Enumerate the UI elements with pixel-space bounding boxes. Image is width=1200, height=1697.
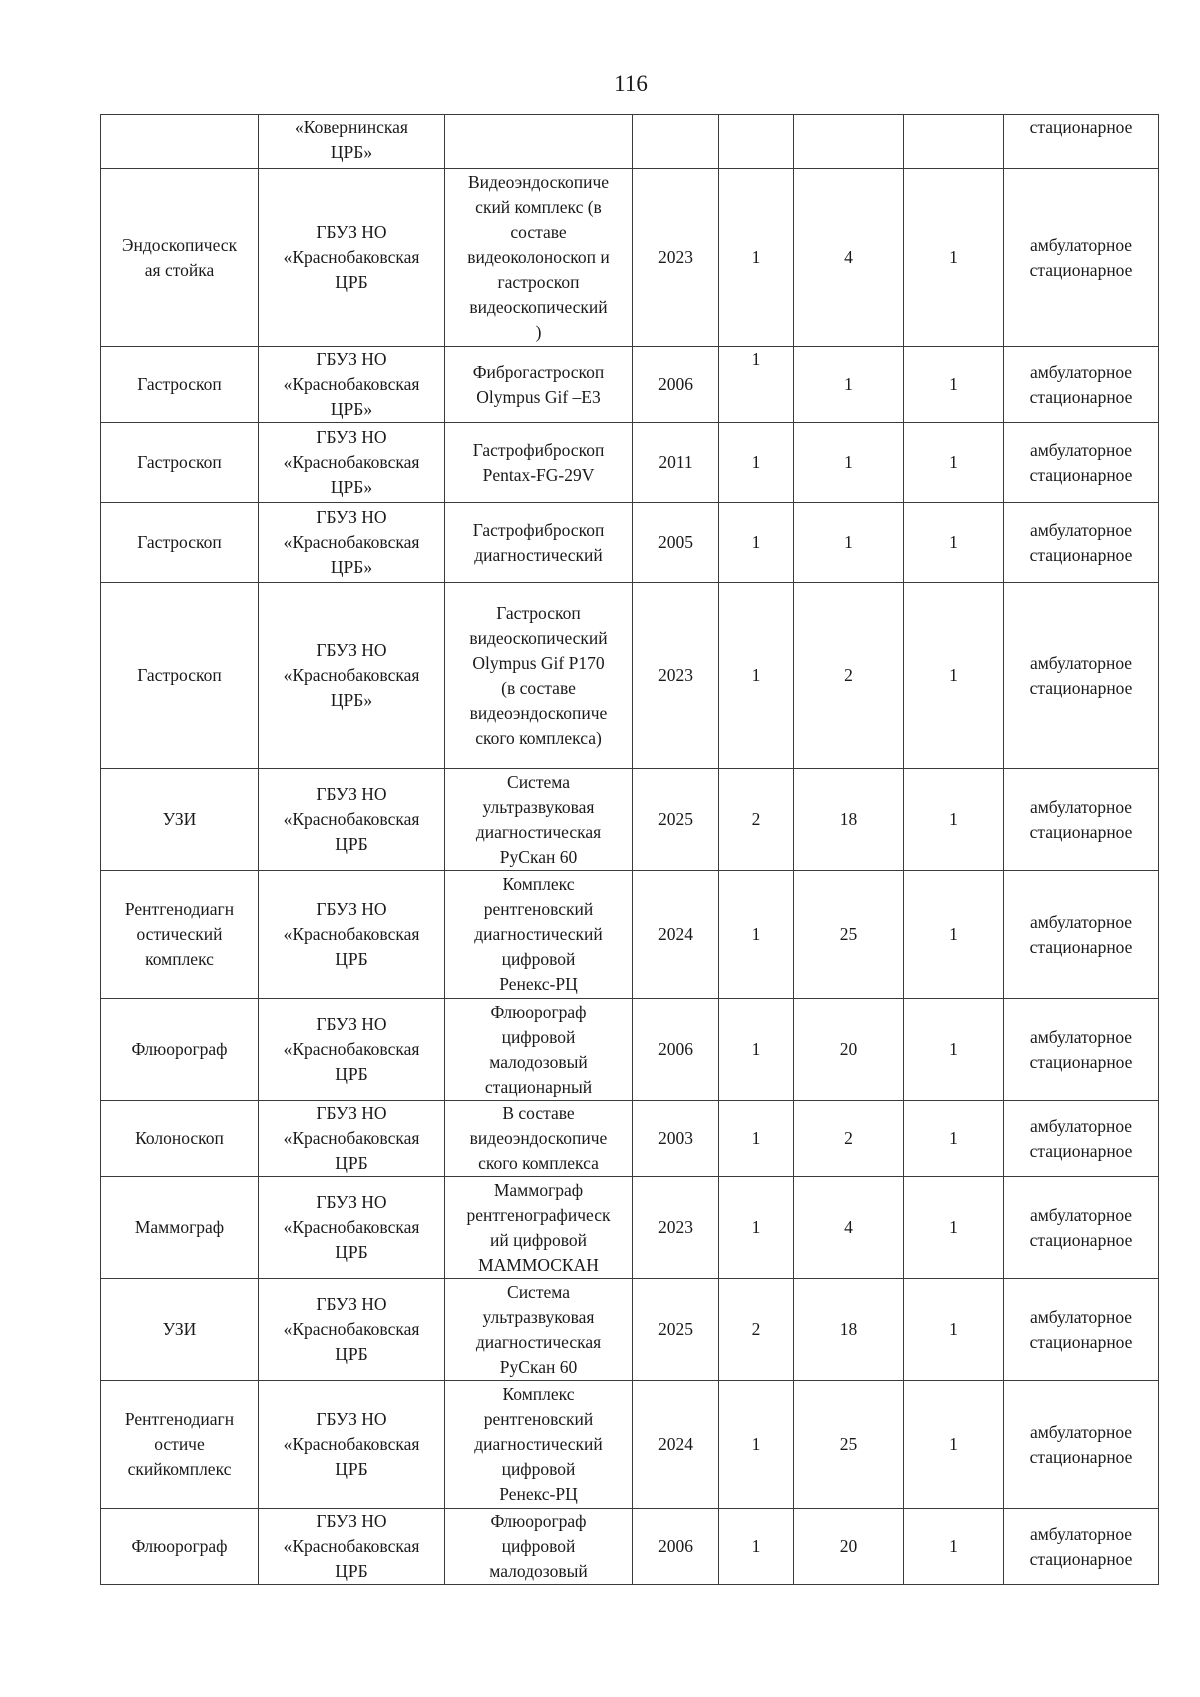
organization-cell — [259, 1279, 445, 1381]
count-column-1-cell — [719, 169, 794, 347]
year-cell — [633, 1101, 719, 1177]
equipment-name-cell — [101, 423, 259, 503]
count-column-1-cell-text: 1 — [751, 1536, 761, 1556]
count-column-1-cell-text: 2 — [751, 1319, 761, 1339]
table-row — [101, 503, 1159, 583]
table-row — [101, 1381, 1159, 1509]
care-mode-cell-text: амбулаторное стационарное — [1029, 439, 1133, 485]
count-column-2-cell — [794, 769, 904, 871]
organization-cell-text: ГБУЗ НО «Краснобаковская ЦРБ» — [283, 640, 420, 710]
care-mode-cell-text: амбулаторное стационарное — [1029, 1026, 1133, 1072]
equipment-name-cell-text: Флюорограф — [131, 1536, 228, 1556]
equipment-name-cell-text: Рентгенодиагн остиче скийкомплекс — [124, 1409, 235, 1479]
equipment-name-cell-text: Гастроскоп — [137, 374, 222, 394]
organization-cell — [259, 1381, 445, 1509]
count-column-2-cell — [794, 1177, 904, 1279]
count-column-2-cell-text: 25 — [839, 1434, 858, 1454]
equipment-name-cell — [101, 1509, 259, 1585]
count-column-3-cell-text: 1 — [949, 1039, 958, 1059]
count-column-1-cell-text: 1 — [751, 1039, 761, 1059]
equipment-name-cell-text: УЗИ — [162, 809, 197, 829]
care-mode-cell-text: амбулаторное стационарное — [1029, 1523, 1133, 1569]
care-mode-cell-text: амбулаторное стационарное — [1029, 1115, 1133, 1161]
equipment-name-cell-text: Гастроскоп — [137, 665, 222, 685]
count-column-2-cell-text: 18 — [839, 809, 858, 829]
model-cell — [445, 871, 633, 999]
equipment-name-cell — [101, 503, 259, 583]
table-row — [101, 169, 1159, 347]
year-cell — [633, 115, 719, 169]
equipment-name-cell-text: Колоноскоп — [135, 1128, 224, 1148]
care-mode-cell-text: амбулаторное стационарное — [1029, 234, 1133, 280]
count-column-3-cell — [904, 1509, 1004, 1585]
count-column-1-cell-text: 1 — [751, 1128, 761, 1148]
organization-cell-text: ГБУЗ НО «Краснобаковская ЦРБ — [283, 1409, 420, 1479]
count-column-2-cell — [794, 583, 904, 769]
model-cell-text: Гастрофиброскоп диагностический — [472, 519, 605, 565]
count-column-2-cell — [794, 999, 904, 1101]
equipment-name-cell — [101, 1101, 259, 1177]
care-mode-cell — [1004, 999, 1159, 1101]
table-row — [101, 423, 1159, 503]
count-column-3-cell-text: 1 — [949, 374, 958, 394]
count-column-3-cell-text: 1 — [949, 452, 958, 472]
year-cell-text: 2024 — [658, 924, 693, 944]
count-column-2-cell — [794, 503, 904, 583]
year-cell — [633, 423, 719, 503]
model-cell — [445, 769, 633, 871]
year-cell — [633, 1381, 719, 1509]
organization-cell — [259, 769, 445, 871]
count-column-1-cell-text: 1 — [751, 1434, 761, 1454]
organization-cell — [259, 1101, 445, 1177]
count-column-2-cell-text: 20 — [839, 1536, 858, 1556]
count-column-1-cell-text: 1 — [751, 452, 761, 472]
care-mode-cell — [1004, 423, 1159, 503]
count-column-1-cell — [719, 769, 794, 871]
equipment-name-cell — [101, 871, 259, 999]
table-row — [101, 999, 1159, 1101]
model-cell — [445, 1279, 633, 1381]
model-cell-text: Маммограф рентгенографическ ий цифровой МАММОСКАН — [466, 1179, 611, 1275]
count-column-1-cell-text: 1 — [751, 1217, 761, 1237]
equipment-name-cell — [101, 999, 259, 1101]
model-cell — [445, 1101, 633, 1177]
count-column-3-cell — [904, 347, 1004, 423]
care-mode-cell — [1004, 1177, 1159, 1279]
count-column-2-cell — [794, 1101, 904, 1177]
model-cell-text: Комплекс рентгеновский диагностический цифровой Ренекс-РЦ — [474, 874, 603, 994]
equipment-table — [100, 114, 1159, 1585]
organization-cell-text: ГБУЗ НО «Краснобаковская ЦРБ — [283, 222, 420, 292]
care-mode-cell-text: амбулаторное стационарное — [1029, 1421, 1133, 1467]
care-mode-cell-text: амбулаторное стационарное — [1029, 1306, 1133, 1352]
year-cell-text: 2003 — [658, 1128, 693, 1148]
year-cell-text: 2023 — [658, 665, 693, 685]
year-cell — [633, 1509, 719, 1585]
count-column-1-cell — [719, 871, 794, 999]
equipment-name-cell-text: Рентгенодиагн остический комплекс — [124, 899, 235, 969]
count-column-1-cell-text: 1 — [751, 665, 761, 685]
year-cell-text: 2024 — [658, 1434, 693, 1454]
count-column-3-cell — [904, 423, 1004, 503]
count-column-2-cell-text: 1 — [844, 452, 853, 472]
year-cell — [633, 769, 719, 871]
equipment-name-cell-text: УЗИ — [162, 1319, 197, 1339]
model-cell-text: Фиброгастроскоп Olympus Gif –E3 — [472, 361, 605, 407]
equipment-name-cell-text: Гастроскоп — [137, 532, 222, 552]
year-cell — [633, 583, 719, 769]
model-cell-text: Система ультразвуковая диагностическая РуСкан 60 — [475, 771, 602, 867]
count-column-3-cell-text: 1 — [949, 1217, 958, 1237]
count-column-3-cell — [904, 1177, 1004, 1279]
care-mode-cell-text: амбулаторное стационарное — [1029, 796, 1133, 842]
year-cell — [633, 999, 719, 1101]
care-mode-cell-text: амбулаторное стационарное — [1029, 652, 1133, 698]
count-column-3-cell — [904, 769, 1004, 871]
table-row — [101, 115, 1159, 169]
count-column-3-cell-text: 1 — [949, 1319, 958, 1339]
count-column-3-cell — [904, 1279, 1004, 1381]
model-cell-text: Комплекс рентгеновский диагностический цифровой Ренекс-РЦ — [474, 1384, 603, 1504]
organization-cell-text: ГБУЗ НО «Краснобаковская ЦРБ — [283, 899, 420, 969]
organization-cell-text: ГБУЗ НО «Краснобаковская ЦРБ» — [283, 507, 420, 577]
care-mode-cell — [1004, 1279, 1159, 1381]
count-column-3-cell — [904, 115, 1004, 169]
equipment-name-cell — [101, 583, 259, 769]
table-row — [101, 583, 1159, 769]
count-column-1-cell — [719, 1279, 794, 1381]
equipment-name-cell — [101, 769, 259, 871]
count-column-2-cell — [794, 423, 904, 503]
organization-cell-text: ГБУЗ НО «Краснобаковская ЦРБ — [283, 1294, 420, 1364]
model-cell — [445, 423, 633, 503]
organization-cell — [259, 169, 445, 347]
table-row — [101, 871, 1159, 999]
count-column-3-cell-text: 1 — [949, 532, 958, 552]
count-column-1-cell — [719, 1177, 794, 1279]
count-column-3-cell-text: 1 — [949, 809, 958, 829]
care-mode-cell-text: амбулаторное стационарное — [1029, 1204, 1133, 1250]
count-column-2-cell-text: 4 — [844, 1217, 853, 1237]
count-column-1-cell-text: 1 — [751, 349, 761, 369]
count-column-2-cell-text: 2 — [844, 665, 853, 685]
count-column-3-cell — [904, 503, 1004, 583]
count-column-1-cell — [719, 503, 794, 583]
count-column-1-cell-text: 1 — [751, 247, 761, 267]
count-column-1-cell — [719, 347, 794, 423]
year-cell-text: 2011 — [658, 452, 693, 472]
model-cell — [445, 115, 633, 169]
year-cell-text: 2023 — [658, 1217, 693, 1237]
organization-cell-text: ГБУЗ НО «Краснобаковская ЦРБ» — [283, 427, 420, 497]
count-column-3-cell — [904, 1101, 1004, 1177]
care-mode-cell — [1004, 583, 1159, 769]
count-column-2-cell-text: 25 — [839, 924, 858, 944]
count-column-2-cell-text: 4 — [844, 247, 853, 267]
page-number: 116 — [614, 71, 648, 96]
care-mode-cell-text: амбулаторное стационарное — [1029, 519, 1133, 565]
model-cell — [445, 1381, 633, 1509]
count-column-3-cell — [904, 1381, 1004, 1509]
table-row — [101, 1101, 1159, 1177]
model-cell-text: Гастрофиброскоп Pentax-FG-29V — [472, 439, 605, 485]
year-cell — [633, 1279, 719, 1381]
year-cell-text: 2006 — [658, 1039, 693, 1059]
count-column-1-cell — [719, 999, 794, 1101]
count-column-2-cell-text: 20 — [839, 1039, 858, 1059]
count-column-1-cell — [719, 423, 794, 503]
organization-cell-text: ГБУЗ НО «Краснобаковская ЦРБ — [283, 1014, 420, 1084]
year-cell-text: 2025 — [658, 1319, 693, 1339]
equipment-name-cell-text: Гастроскоп — [137, 452, 222, 472]
count-column-2-cell — [794, 115, 904, 169]
count-column-1-cell — [719, 1101, 794, 1177]
table-row — [101, 1177, 1159, 1279]
count-column-3-cell-text: 1 — [949, 665, 958, 685]
equipment-name-cell — [101, 1381, 259, 1509]
count-column-1-cell-text: 1 — [751, 924, 761, 944]
model-cell — [445, 169, 633, 347]
count-column-2-cell — [794, 347, 904, 423]
table-row — [101, 1279, 1159, 1381]
count-column-3-cell-text: 1 — [949, 1128, 958, 1148]
model-cell-text: Флюорограф цифровой малодозовый — [489, 1511, 588, 1581]
equipment-name-cell — [101, 1279, 259, 1381]
count-column-1-cell — [719, 115, 794, 169]
model-cell — [445, 503, 633, 583]
count-column-2-cell — [794, 1509, 904, 1585]
organization-cell — [259, 999, 445, 1101]
organization-cell — [259, 115, 445, 169]
organization-cell — [259, 1177, 445, 1279]
year-cell-text: 2023 — [658, 247, 693, 267]
table-row — [101, 347, 1159, 423]
table-row — [101, 769, 1159, 871]
model-cell — [445, 583, 633, 769]
model-cell-text: Система ультразвуковая диагностическая РуСкан 60 — [475, 1281, 602, 1377]
model-cell-text: Гастроскоп видеоскопический Olympus Gif P170 (в составе видеоэндоскопиче ского комплекса) — [469, 602, 608, 748]
equipment-name-cell-text: Эндоскопическ ая стойка — [121, 234, 238, 280]
count-column-3-cell-text: 1 — [949, 1536, 958, 1556]
care-mode-cell-text: стационарное — [1029, 117, 1133, 137]
care-mode-cell — [1004, 1381, 1159, 1509]
count-column-2-cell-text: 18 — [839, 1319, 858, 1339]
equipment-name-cell-text: Маммограф — [134, 1217, 225, 1237]
equipment-name-cell-text: Флюорограф — [131, 1039, 228, 1059]
organization-cell-text: ГБУЗ НО «Краснобаковская ЦРБ — [283, 784, 420, 854]
table-body — [101, 115, 1159, 1585]
count-column-2-cell-text: 1 — [844, 374, 853, 394]
count-column-2-cell — [794, 1279, 904, 1381]
year-cell — [633, 871, 719, 999]
organization-cell — [259, 503, 445, 583]
care-mode-cell — [1004, 769, 1159, 871]
organization-cell-text: ГБУЗ НО «Краснобаковская ЦРБ — [283, 1103, 420, 1173]
care-mode-cell — [1004, 503, 1159, 583]
year-cell-text: 2025 — [658, 809, 693, 829]
count-column-2-cell-text: 1 — [844, 532, 853, 552]
count-column-3-cell — [904, 583, 1004, 769]
count-column-2-cell — [794, 169, 904, 347]
care-mode-cell-text: амбулаторное стационарное — [1029, 361, 1133, 407]
model-cell-text: Флюорограф цифровой малодозовый стационарный — [484, 1001, 593, 1097]
count-column-1-cell — [719, 1509, 794, 1585]
organization-cell-text: ГБУЗ НО «Краснобаковская ЦРБ — [283, 1511, 420, 1581]
year-cell — [633, 347, 719, 423]
count-column-3-cell-text: 1 — [949, 1434, 958, 1454]
year-cell-text: 2006 — [658, 374, 693, 394]
model-cell — [445, 1177, 633, 1279]
count-column-3-cell — [904, 999, 1004, 1101]
model-cell — [445, 347, 633, 423]
organization-cell-text: ГБУЗ НО «Краснобаковская ЦРБ» — [283, 349, 420, 419]
care-mode-cell — [1004, 115, 1159, 169]
model-cell — [445, 999, 633, 1101]
organization-cell — [259, 347, 445, 423]
year-cell — [633, 169, 719, 347]
count-column-3-cell-text: 1 — [949, 247, 958, 267]
equipment-name-cell — [101, 169, 259, 347]
count-column-1-cell — [719, 583, 794, 769]
count-column-1-cell-text: 1 — [751, 532, 761, 552]
organization-cell-text: «Ковернинская ЦРБ» — [295, 117, 408, 162]
care-mode-cell — [1004, 347, 1159, 423]
care-mode-cell — [1004, 1101, 1159, 1177]
care-mode-cell — [1004, 1509, 1159, 1585]
care-mode-cell — [1004, 871, 1159, 999]
organization-cell — [259, 423, 445, 503]
equipment-name-cell — [101, 115, 259, 169]
equipment-name-cell — [101, 1177, 259, 1279]
organization-cell — [259, 583, 445, 769]
count-column-3-cell — [904, 169, 1004, 347]
organization-cell — [259, 871, 445, 999]
count-column-1-cell — [719, 1381, 794, 1509]
organization-cell-text: ГБУЗ НО «Краснобаковская ЦРБ — [283, 1192, 420, 1262]
model-cell-text: В составе видеоэндоскопиче ского комплекса — [469, 1103, 608, 1173]
care-mode-cell — [1004, 169, 1159, 347]
organization-cell — [259, 1509, 445, 1585]
equipment-name-cell — [101, 347, 259, 423]
count-column-3-cell — [904, 871, 1004, 999]
model-cell-text: Видеоэндоскопиче ский комплекс (в составе видеоколоноскоп и гастроскоп видеоскопический ) — [467, 172, 610, 342]
table-row — [101, 1509, 1159, 1585]
model-cell — [445, 1509, 633, 1585]
year-cell — [633, 1177, 719, 1279]
year-cell-text: 2006 — [658, 1536, 693, 1556]
count-column-2-cell-text: 2 — [844, 1128, 853, 1148]
count-column-1-cell-text: 2 — [751, 809, 761, 829]
count-column-3-cell-text: 1 — [949, 924, 958, 944]
count-column-2-cell — [794, 871, 904, 999]
count-column-2-cell — [794, 1381, 904, 1509]
care-mode-cell-text: амбулаторное стационарное — [1029, 911, 1133, 957]
year-cell — [633, 503, 719, 583]
year-cell-text: 2005 — [658, 532, 693, 552]
